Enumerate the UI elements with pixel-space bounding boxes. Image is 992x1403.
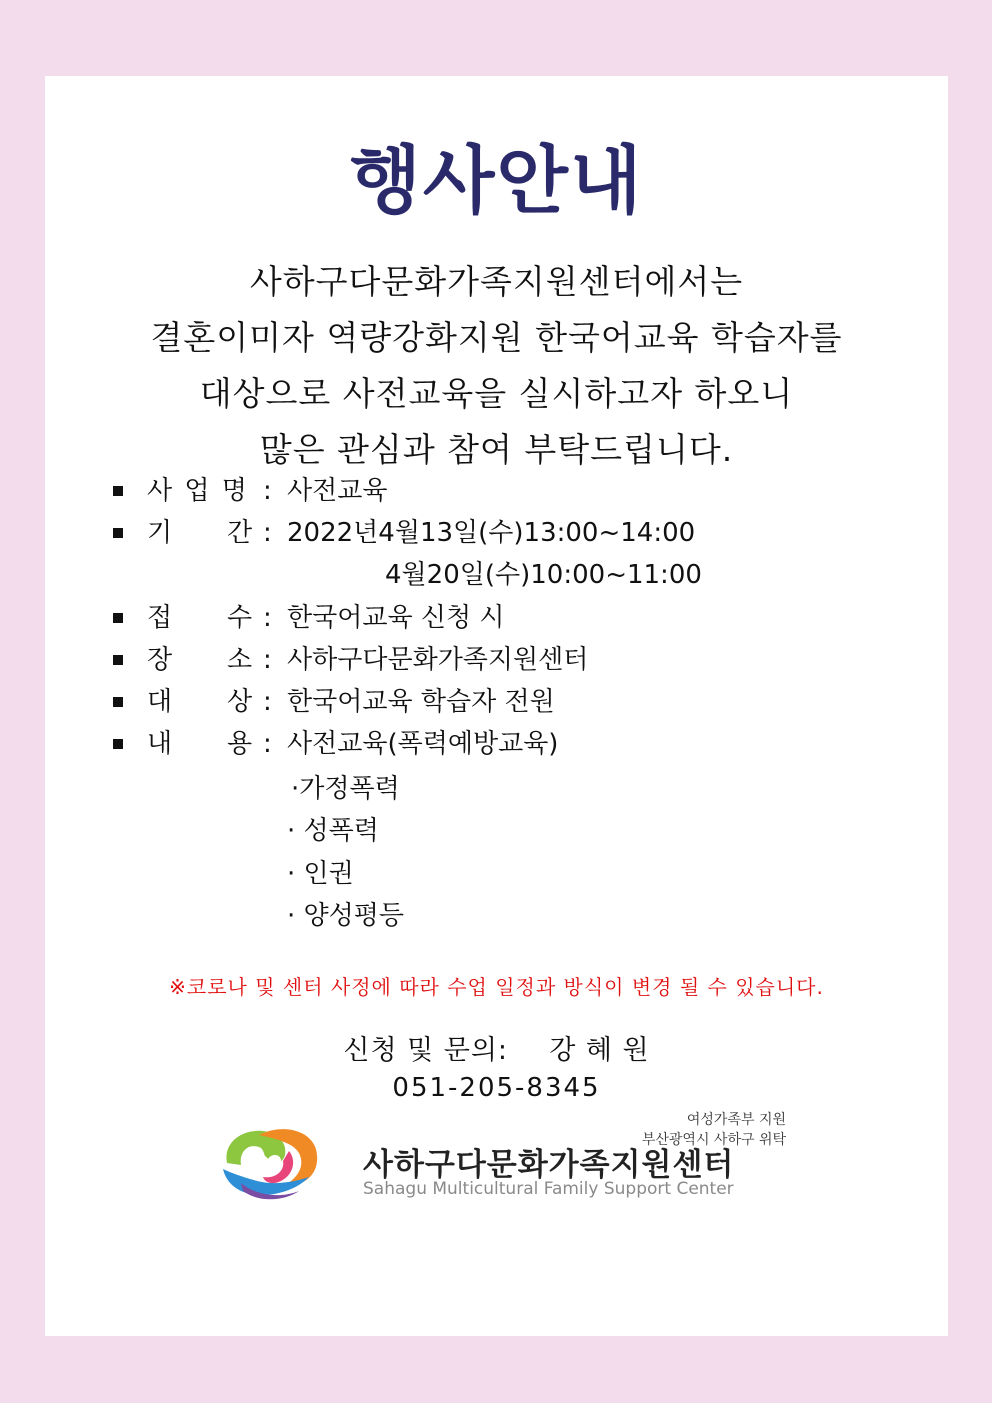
detail-value: 사전교육(폭력예방교육) xyxy=(287,729,559,759)
contact-line xyxy=(45,1028,948,1067)
content-item: · 성폭력 xyxy=(287,816,379,846)
intro-line: 사하구다문화가족지원센터에서는 xyxy=(249,262,744,301)
page-title: 행사안내 xyxy=(349,138,644,224)
notice-text: ※코로나 및 센터 사정에 따라 수업 일정과 방식이 변경 될 수 있습니다. xyxy=(169,975,824,999)
detail-value: 한국어교육 신청 시 xyxy=(287,603,505,633)
content-item: ·가정폭력 xyxy=(291,774,400,804)
content-item: · 인권 xyxy=(287,859,354,889)
detail-label: 소 xyxy=(227,645,253,675)
detail-value: 사전교육 xyxy=(287,476,388,506)
contact-name: 강 혜 원 xyxy=(549,1035,650,1066)
sponsor-text: 여성가족부 지원 xyxy=(686,1112,786,1128)
detail-colon: : xyxy=(263,729,272,759)
detail-label: 수 xyxy=(227,603,253,633)
detail-value: 사하구다문화가족지원센터 xyxy=(287,645,589,675)
square-bullet-icon xyxy=(113,486,123,496)
detail-colon: : xyxy=(263,645,272,675)
logo-name-english: Sahagu Multicultural Family Support Center xyxy=(363,1179,734,1199)
detail-label: 내 xyxy=(147,729,173,759)
detail-label: 대 xyxy=(147,687,173,717)
sponsor-text: 부산광역시 사하구 위탁 xyxy=(641,1132,786,1148)
square-bullet-icon xyxy=(113,528,123,538)
square-bullet-icon xyxy=(113,697,123,707)
detail-label: 사 업 명 xyxy=(147,476,249,506)
detail-label: 장 xyxy=(147,645,173,675)
intro-line: 결혼이미자 역량강화지원 한국어교육 학습자를 xyxy=(150,318,843,357)
detail-colon: : xyxy=(263,603,272,633)
square-bullet-icon xyxy=(113,613,123,623)
detail-label: 용 xyxy=(227,729,253,759)
detail-colon: : xyxy=(263,518,272,548)
square-bullet-icon xyxy=(113,655,123,665)
center-logo-icon xyxy=(219,1121,321,1201)
detail-value: 한국어교육 학습자 전원 xyxy=(287,687,555,717)
detail-colon: : xyxy=(263,687,272,717)
detail-label: 간 xyxy=(227,518,253,548)
intro-line: 대상으로 사전교육을 실시하고자 하오니 xyxy=(199,374,794,413)
detail-label: 접 xyxy=(147,603,173,633)
detail-value-period-2: 4월20일(수)10:00~11:00 xyxy=(385,560,702,590)
poster-page xyxy=(45,76,948,1336)
detail-colon: : xyxy=(263,476,272,506)
square-bullet-icon xyxy=(113,739,123,749)
intro-line: 많은 관심과 참여 부탁드립니다. xyxy=(259,430,734,469)
logo-name-korean: 사하구다문화가족지원센터 xyxy=(363,1147,735,1183)
content-item: · 양성평등 xyxy=(287,901,404,931)
detail-label: 기 xyxy=(147,518,173,548)
contact-label: 신청 및 문의: xyxy=(343,1035,509,1066)
detail-label: 상 xyxy=(227,687,253,717)
intro-text xyxy=(45,254,948,478)
contact-phone: 051-205-8345 xyxy=(392,1073,601,1103)
detail-value: 2022년4월13일(수)13:00~14:00 xyxy=(287,518,696,548)
